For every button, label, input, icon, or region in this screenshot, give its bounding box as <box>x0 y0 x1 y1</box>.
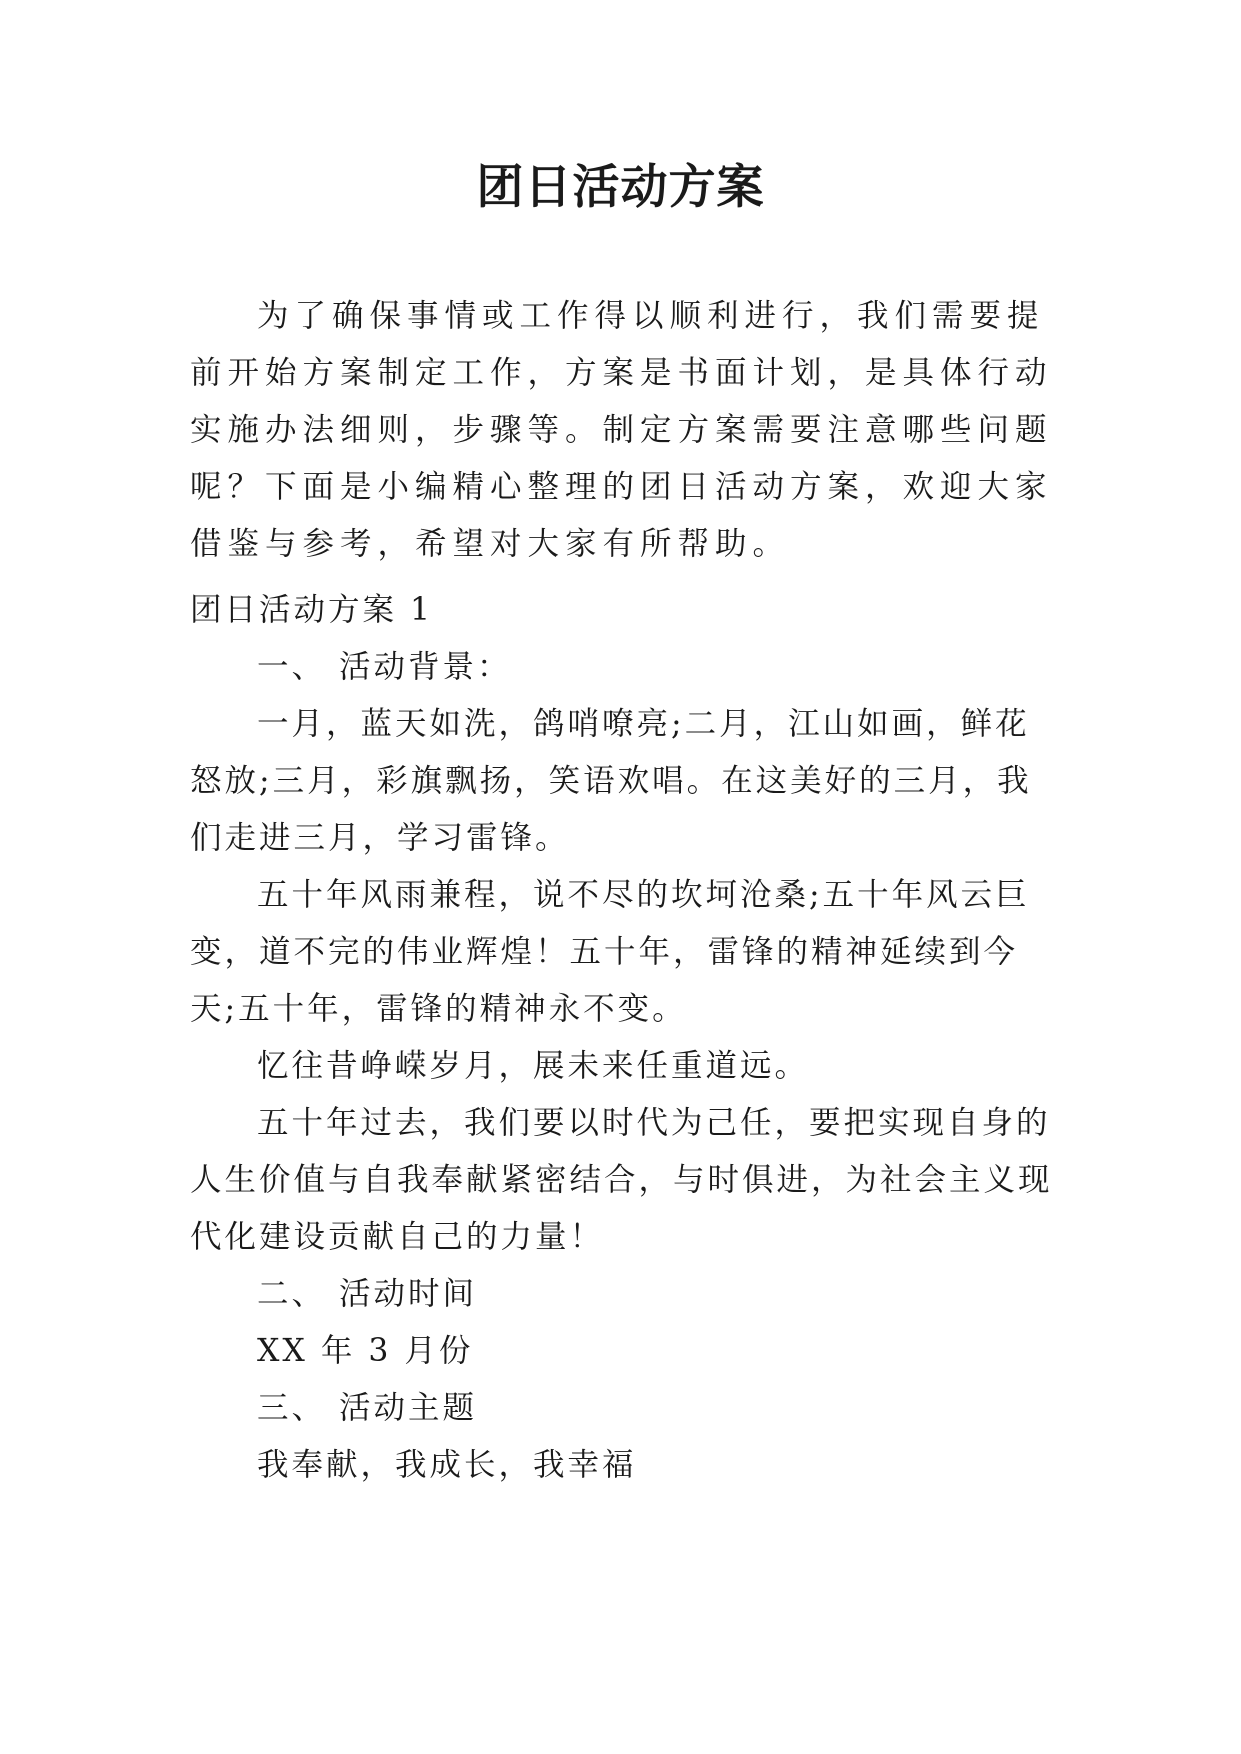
document-title: 团日活动方案 <box>476 160 765 215</box>
paragraph-background-3: 忆往昔峥嵘岁月，展未来任重道远。 <box>257 1048 810 1084</box>
paragraph-time-value: XX 年 3 月份 <box>257 1333 474 1369</box>
section-title: 团日活动方案 1 <box>190 592 434 628</box>
paragraph-background-heading: 一、 活动背景： <box>257 649 512 685</box>
paragraph-background-4: 五十年过去，我们要以时代为己任，要把实现自身的人生价值与自我奉献紧密结合，与时俱进，为社会主义现代化建设贡献自己的力量！ <box>190 1105 1053 1255</box>
intro-paragraph: 为了确保事情或工作得以顺利进行，我们需要提前开始方案制定工作，方案是书面计划，是具体行动实施办法细则，步骤等。制定方案需要注意哪些问题呢？下面是小编精心整理的团日活动方案，欢迎大家借鉴与参考，希望对大家有所帮助。 <box>190 298 1053 562</box>
paragraph-background-2: 五十年风雨兼程，说不尽的坎坷沧桑;五十年风云巨变，道不完的伟业辉煌！五十年，雷锋的精神延续到今天;五十年，雷锋的精神永不变。 <box>190 877 1030 1027</box>
paragraph-theme-value: 我奉献，我成长，我幸福 <box>257 1447 637 1483</box>
paragraph-theme-heading: 三、 活动主题 <box>257 1390 478 1426</box>
paragraph-background-1: 一月，蓝天如洗，鸽哨嘹亮;二月，江山如画，鲜花怒放;三月，彩旗飘扬，笑语欢唱。在这美好的三月，我们走进三月，学习雷锋。 <box>190 706 1032 856</box>
section-1 <box>190 592 1055 1494</box>
paragraph-time-heading: 二、 活动时间 <box>257 1276 478 1312</box>
